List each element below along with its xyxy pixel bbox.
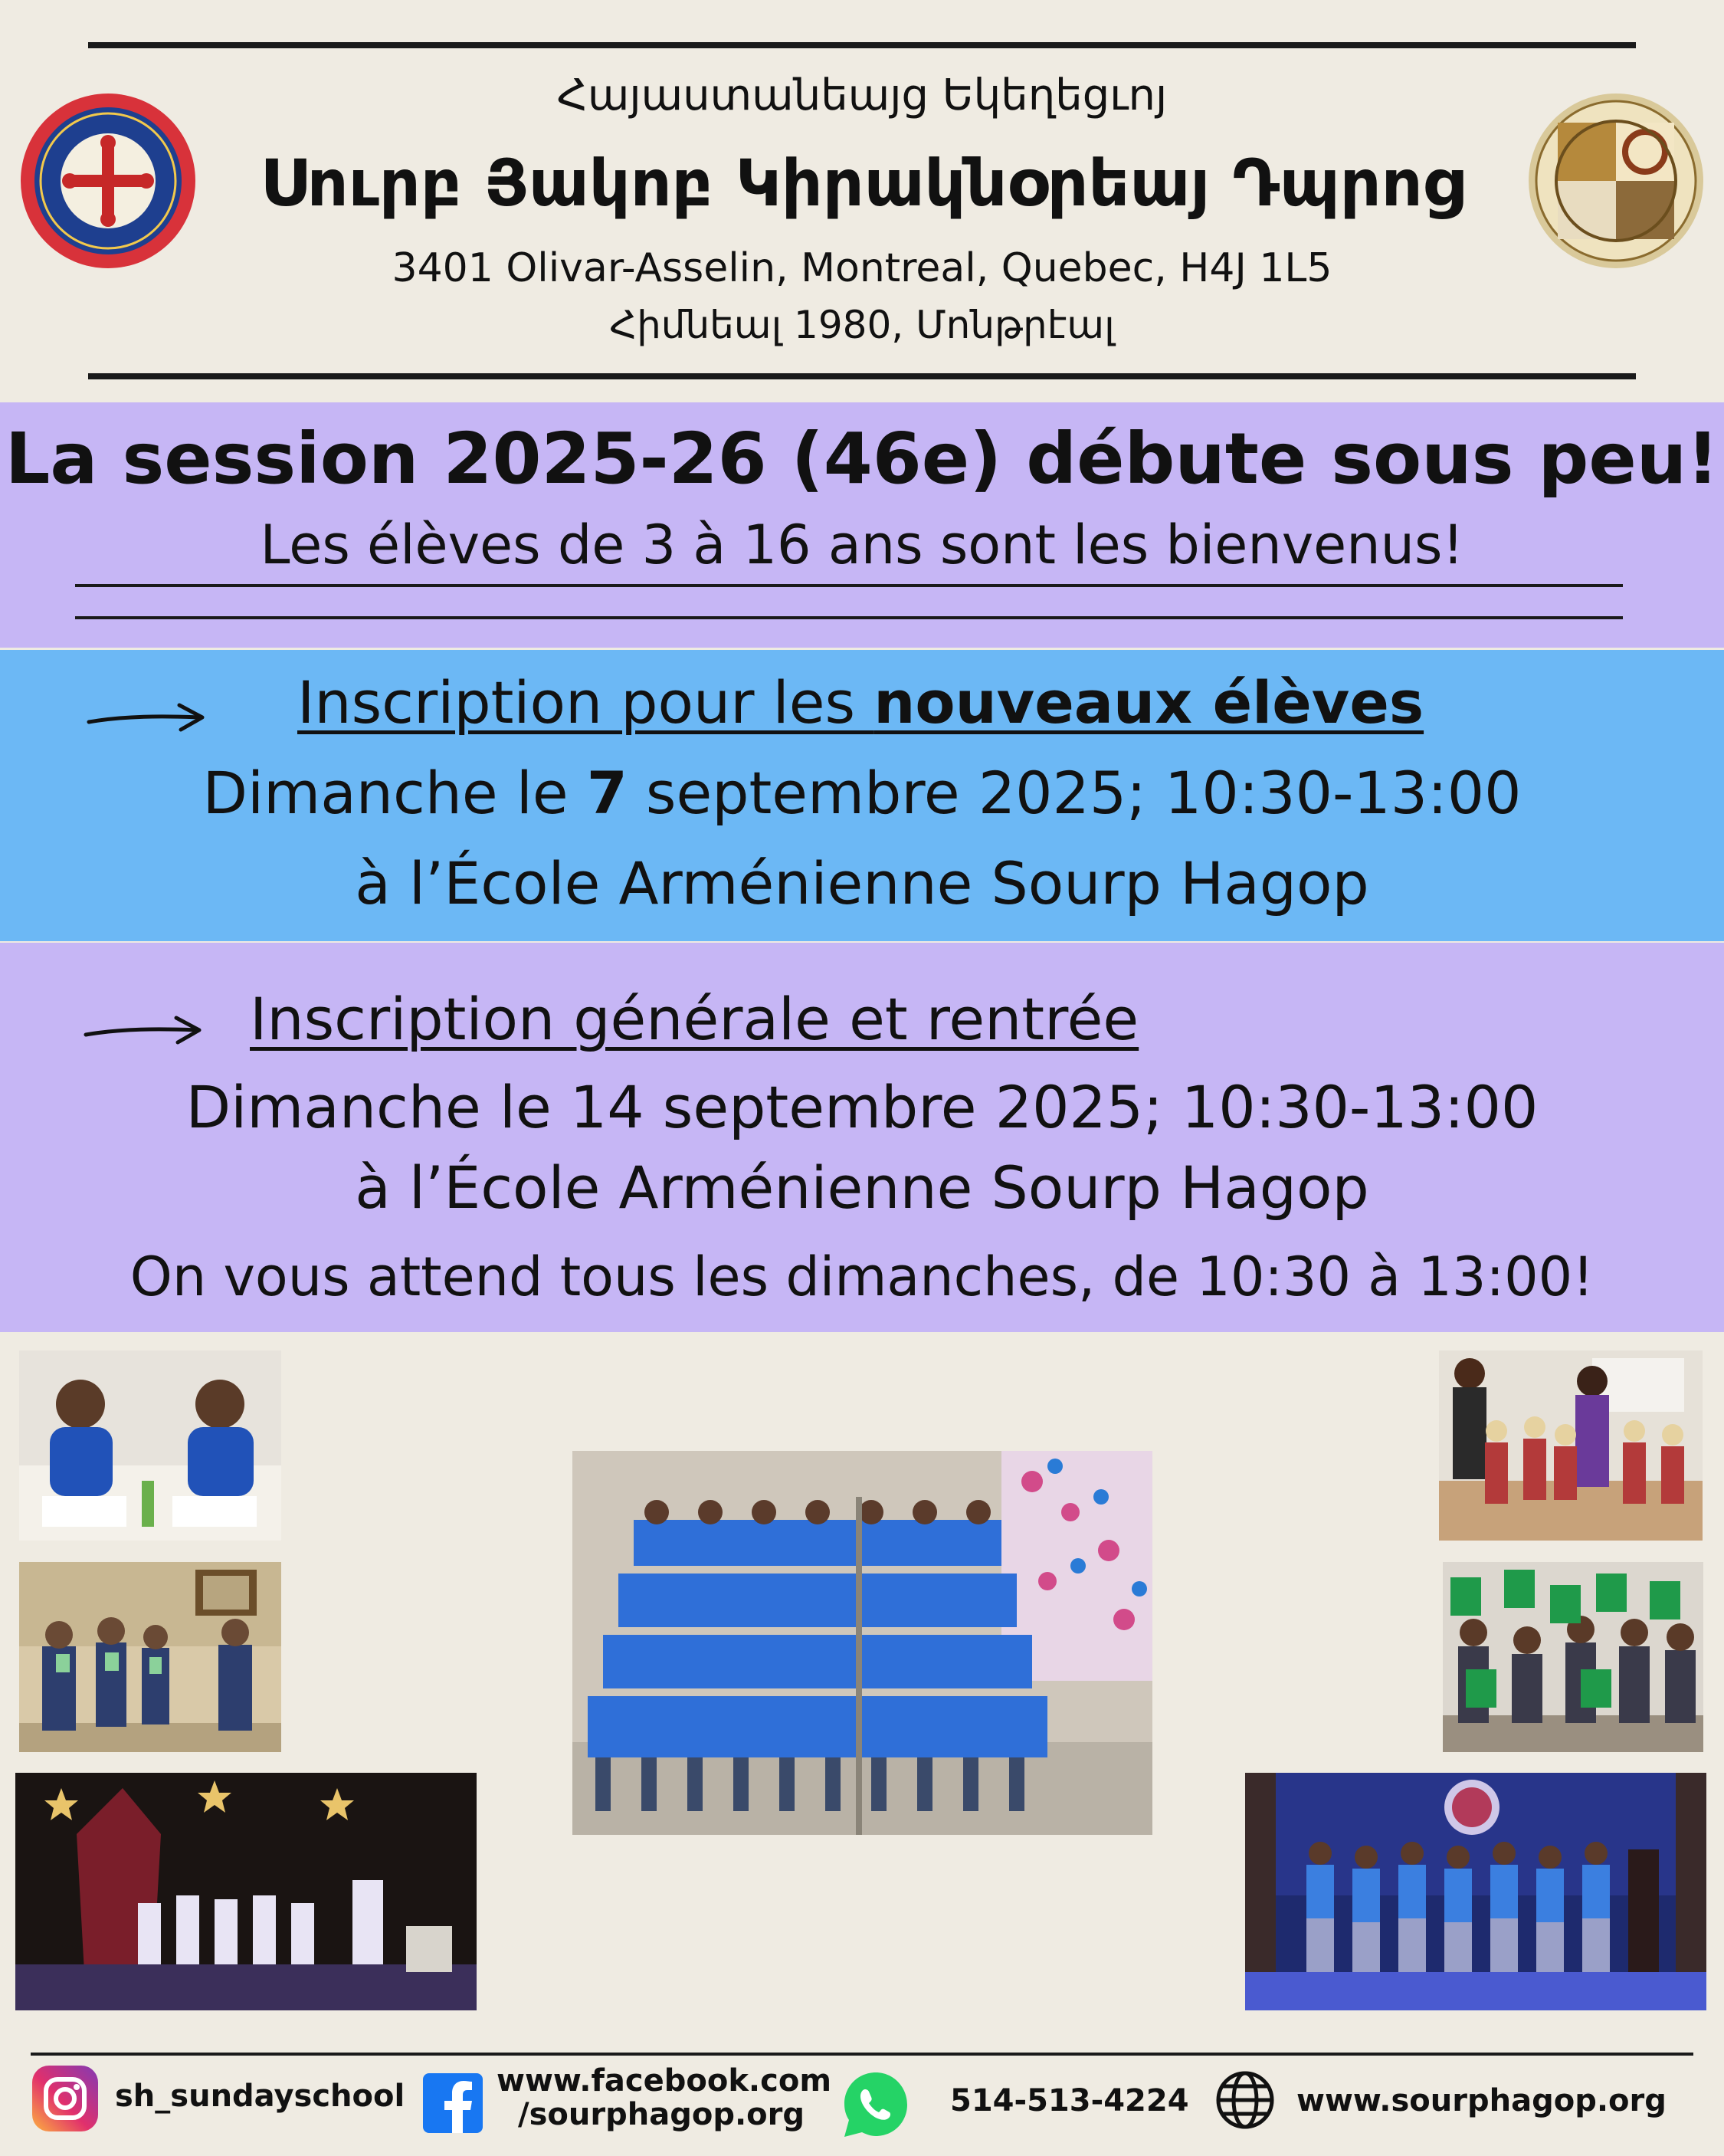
photo-stage-ceremony [1245, 1773, 1706, 2010]
facebook-url-line2[interactable]: /sourphagop.org [518, 2097, 805, 2132]
arrow-right-icon [83, 1013, 205, 1047]
facebook-icon[interactable] [423, 2073, 483, 2133]
new-students-date-prefix: Dimanche le [202, 759, 587, 827]
footer-rule [31, 2053, 1693, 2056]
session-rule-1 [75, 584, 1623, 587]
whatsapp-icon[interactable] [841, 2069, 911, 2140]
website-url[interactable]: www.sourphagop.org [1296, 2083, 1667, 2118]
session-title: La session 2025-26 (46e) débute sous peu! [5, 418, 1719, 500]
school-address: 3401 Olivar-Asselin, Montreal, Quebec, H4J 1L5 [392, 245, 1332, 291]
founded-line: Հիմնեալ 1980, Մոնթրէալ [609, 303, 1115, 347]
instagram-icon[interactable] [32, 2066, 98, 2131]
church-name: Հայաստանեայց Եկեղեցւոյ [556, 71, 1168, 120]
new-students-date [0, 759, 1724, 827]
arrow-right-icon [86, 701, 208, 734]
phone-number[interactable]: 514-513-4224 [950, 2083, 1189, 2118]
new-students-date-bold: 7 [586, 759, 628, 827]
new-students-heading-bold: nouveaux élèves [873, 668, 1424, 737]
photo-kids-drawing [19, 1350, 281, 1541]
school-name: Սուրբ Յակոբ Կիրակնօրեայ Դպրոց [260, 146, 1464, 221]
photo-nativity-play [15, 1773, 477, 2010]
top-rule [88, 42, 1636, 48]
right-school-seal [1527, 92, 1705, 270]
session-rule-2 [75, 616, 1623, 619]
instagram-handle[interactable]: sh_sundayschool [115, 2079, 405, 2114]
facebook-url-line1[interactable]: www.facebook.com [497, 2063, 831, 2099]
general-date: Dimanche le 14 septembre 2025; 10:30-13:00 [185, 1073, 1539, 1141]
general-heading: Inscription générale et rentrée [250, 985, 1139, 1053]
globe-icon[interactable] [1214, 2069, 1276, 2131]
new-students-heading [297, 668, 1424, 737]
photo-kids-cards [19, 1562, 281, 1752]
new-students-date-suffix: septembre 2025; 10:30-13:00 [627, 759, 1522, 827]
general-location: à l’École Arménienne Sourp Hagop [355, 1153, 1369, 1222]
photo-costume-party [1439, 1350, 1703, 1541]
header-bottom-rule [88, 373, 1636, 379]
photo-group-stairs [572, 1451, 1152, 1835]
photo-kids-green-cards [1443, 1562, 1703, 1752]
new-students-location: à l’École Arménienne Sourp Hagop [355, 849, 1369, 917]
general-note: On vous attend tous les dimanches, de 10:30 à 13:00! [129, 1245, 1595, 1308]
new-students-heading-prefix: Inscription pour les [297, 668, 874, 737]
session-subtitle: Les élèves de 3 à 16 ans sont les bienvenus! [260, 514, 1464, 576]
